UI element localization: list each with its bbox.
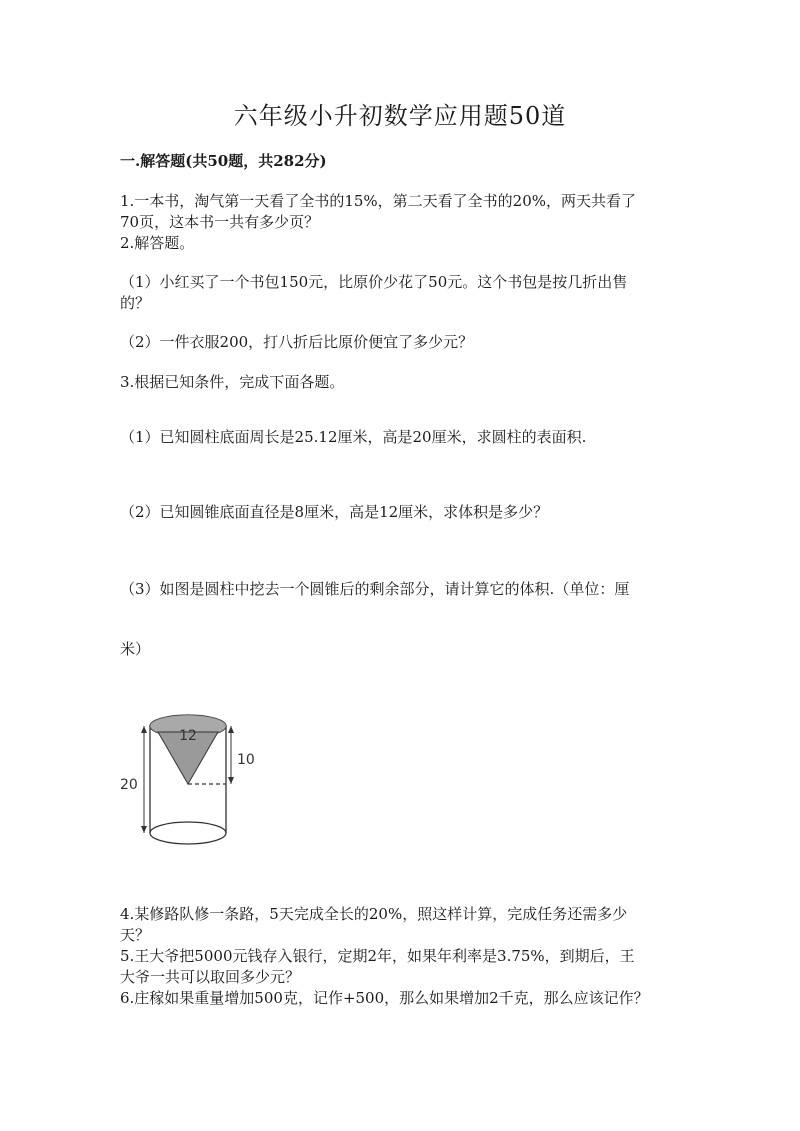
question-4-line-1: 4.某修路队修一条路，5天完成全长的20%，照这样计算，完成任务还需多少	[120, 905, 628, 923]
question-2: 2.解答题。	[120, 234, 195, 252]
cylinder-bottom-ellipse	[150, 822, 226, 844]
question-3-1: （1）已知圆柱底面周长是25.12厘米，高是20厘米，求圆柱的表面积.	[120, 428, 587, 446]
question-1-line-1: 1.一本书，淘气第一天看了全书的15%，第二天看了全书的20%，两天共看了	[120, 192, 636, 210]
question-3-3-line-1: （3）如图是圆柱中挖去一个圆锥后的剩余部分，请计算它的体积.（单位：厘	[120, 580, 630, 598]
question-3: 3.根据已知条件，完成下面各题。	[120, 373, 345, 391]
cone-height-label: 10	[237, 752, 255, 768]
cone-height-arrow-bottom	[228, 777, 234, 784]
question-4-line-2: 天？	[120, 926, 151, 944]
cone-height-arrow-top	[228, 726, 234, 733]
question-2-1-line-2: 的？	[120, 294, 151, 312]
question-5-line-2: 大爷一共可以取回多少元？	[120, 968, 301, 986]
question-1-line-2: 70页，这本书一共有多少页？	[120, 213, 320, 231]
question-3-3-line-2: 米）	[120, 640, 151, 658]
height-label: 20	[120, 777, 138, 793]
section-heading: 一.解答题(共50题，共282分)	[120, 152, 327, 170]
page-title: 六年级小升初数学应用题50道	[233, 102, 567, 130]
height-arrow-top	[141, 726, 147, 733]
question-2-2: （2）一件衣服200，打八折后比原价便宜了多少元？	[120, 333, 474, 351]
question-5-line-1: 5.王大爷把5000元钱存入银行，定期2年，如果年利率是3.75%，到期后，王	[120, 947, 635, 965]
question-6: 6.庄稼如果重量增加500克，记作+500，那么如果增加2千克，那么应该记作？	[120, 989, 649, 1007]
height-arrow-bottom	[141, 826, 147, 833]
question-3-2: （2）已知圆锥底面直径是8厘米，高是12厘米，求体积是多少？	[120, 503, 549, 521]
cylinder-cone-figure	[118, 706, 268, 856]
diameter-label: 12	[179, 728, 197, 744]
question-2-1-line-1: （1）小红买了一个书包150元，比原价少花了50元。这个书包是按几折出售	[120, 273, 628, 291]
